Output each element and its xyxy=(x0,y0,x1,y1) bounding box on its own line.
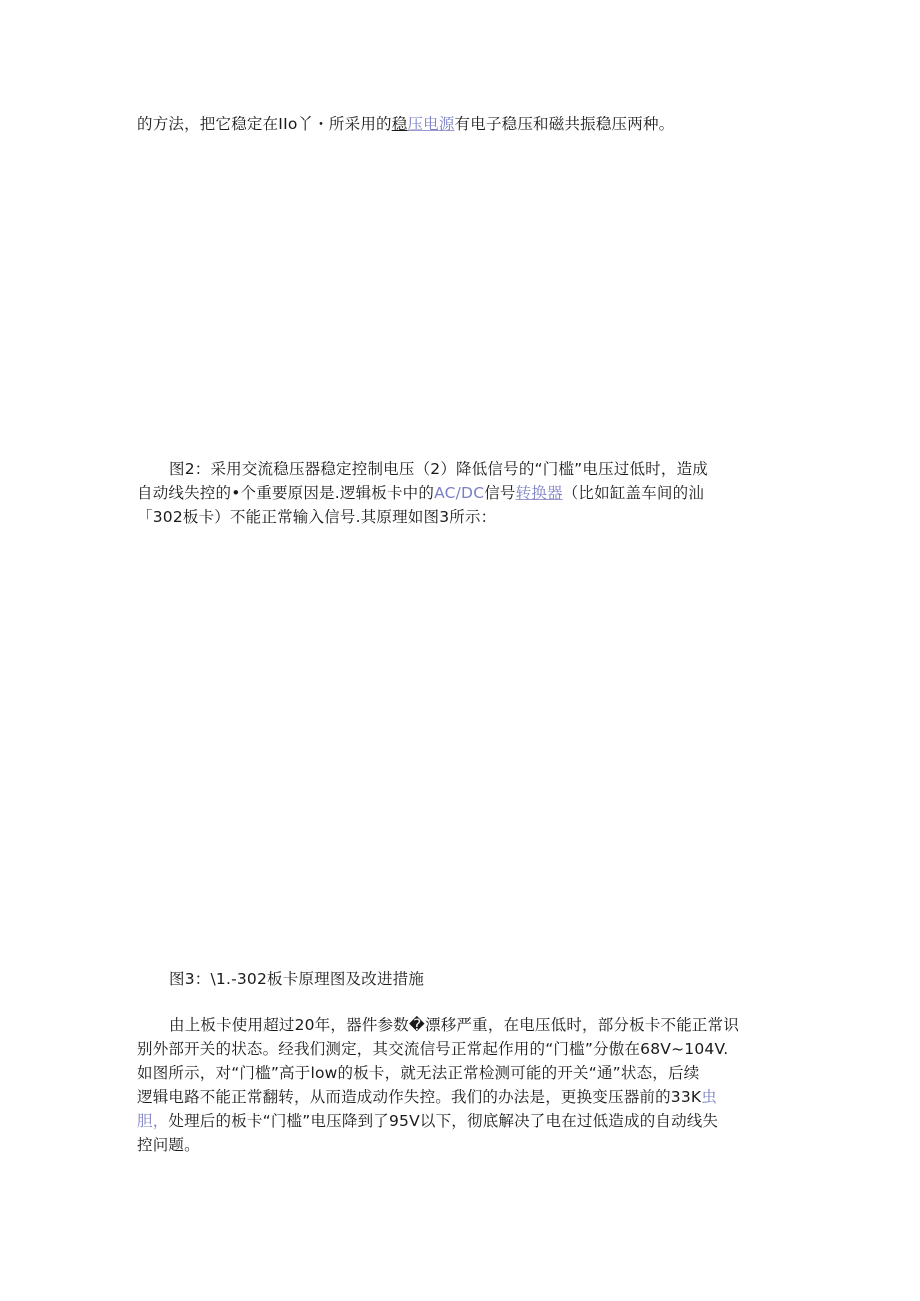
paragraph-voltage-methods xyxy=(137,112,674,136)
paragraph-figure2-line2 xyxy=(137,481,704,505)
paragraph-figure2-line1: 图2：采用交流稳压器稳定控制电压（2）降低信号的“门槛”电压过低时，造成 xyxy=(169,460,708,478)
link-capacitor-a[interactable]: 虫 xyxy=(701,1088,717,1106)
text-segment: 处理后的板卡“门槛”电压降到了95V以下，彻底解决了电在过低造成的自动线失 xyxy=(168,1112,719,1130)
figure-3-caption: 图3：\1.-302板卡原理图及改进措施 xyxy=(169,970,425,988)
text-segment: 逻辑电路不能正常翻转，从而造成动作失控。我们的办法是，更换变压器前的33K xyxy=(137,1088,702,1106)
text-segment: （比如缸盖车间的汕 xyxy=(562,484,705,502)
paragraph-analysis-line2: 别外部开关的状态。经我们测定，其交流信号正常起作用的“门槛”分傲在68V~104V. xyxy=(137,1040,729,1058)
figure-2-placeholder xyxy=(137,145,777,445)
text-segment: 有电子稳压和磁共振稳压两种。 xyxy=(454,115,675,133)
link-capacitor-b[interactable]: 胆， xyxy=(137,1112,169,1130)
paragraph-analysis-line6: 控问题。 xyxy=(137,1136,200,1154)
link-ac-dc[interactable]: AC/DC xyxy=(434,484,485,502)
text-segment: 的方法，把它稳定在IIo丫・所采用的 xyxy=(137,115,392,133)
paragraph-analysis-line4 xyxy=(137,1085,717,1109)
text-segment: 信号 xyxy=(484,484,516,502)
figure-3-placeholder xyxy=(137,540,777,950)
text-segment: 自动线失控的•个重要原因是.逻辑板卡中的 xyxy=(137,484,435,502)
paragraph-analysis-line3: 如图所示，对“门槛”高于low的板卡，就无法正常检测可能的开关“通”状态，后续 xyxy=(137,1064,700,1082)
paragraph-analysis-line1: 由上板卡使用超过20年，器件参数�漂移严重，在电压低时，部分板卡不能正常识 xyxy=(169,1016,740,1034)
paragraph-analysis-line5 xyxy=(137,1109,718,1133)
link-converter[interactable]: 转换器 xyxy=(515,484,563,502)
link-wen[interactable]: 稳 xyxy=(391,115,408,133)
link-regulated-power-supply[interactable]: 压电源 xyxy=(407,115,455,133)
paragraph-figure2-line3: 「302板卡）不能正常输入信号.其原理如图3所示： xyxy=(137,508,497,526)
